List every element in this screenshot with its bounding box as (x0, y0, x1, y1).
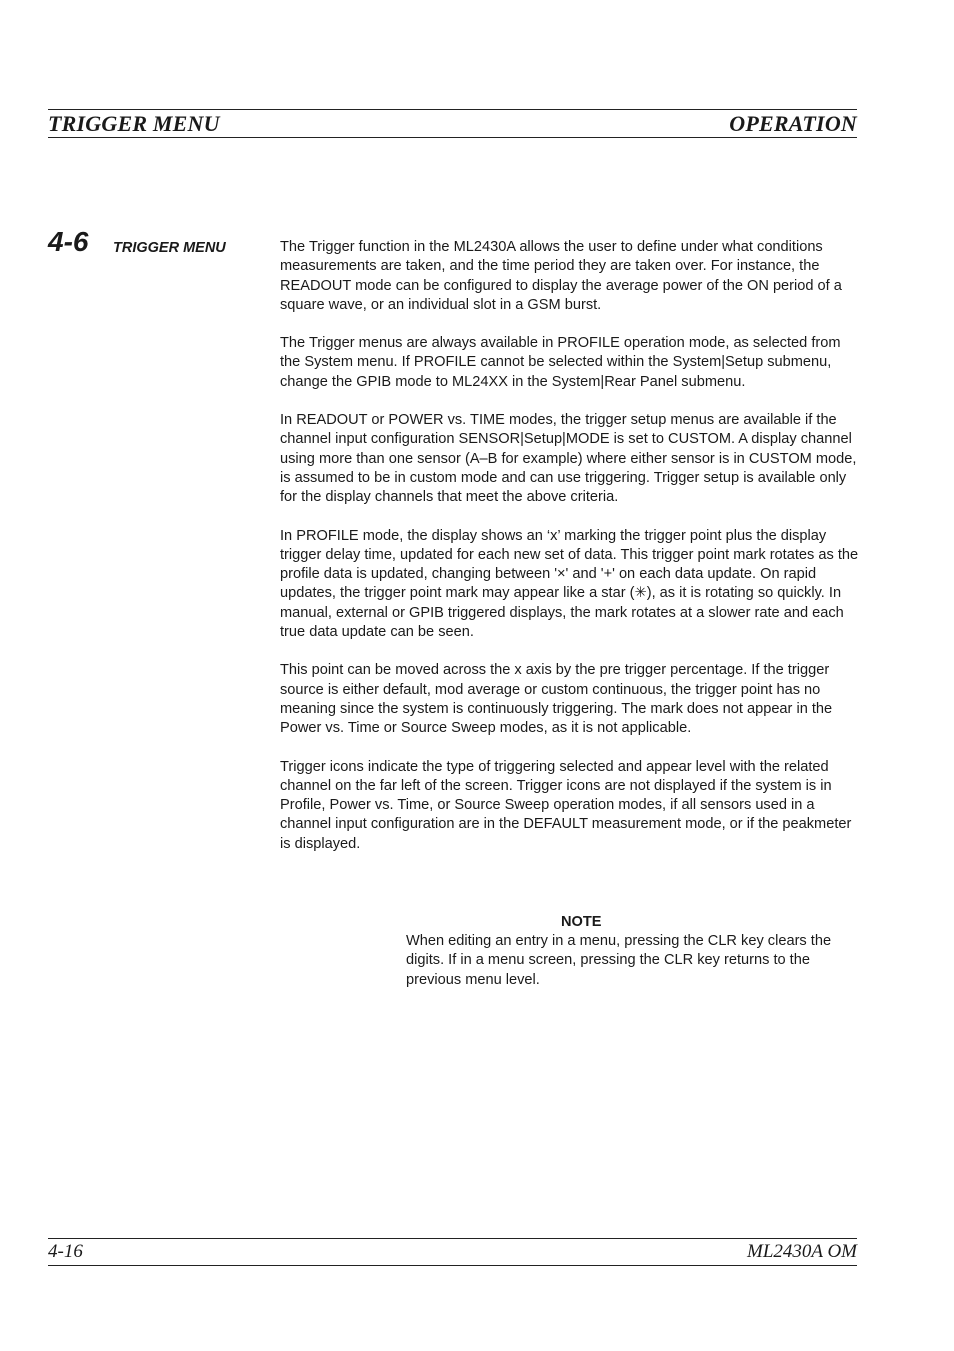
paragraph: The Trigger function in the ML2430A allows the user to define under what conditions measurements are taken, and the time period they are taken over. For instance, the READOUT mode can be configured to display the average power of the ON period of a square wave, or an individual slot in a GSM burst. (280, 239, 842, 313)
paragraph: The Trigger menus are always available in PROFILE operation mode, as selected from the System menu. If PROFILE cannot be selected within the System|Setup submenu, change the GPIB mode to ML24XX in the System|Rear Panel submenu. (280, 335, 841, 390)
paragraph: This point can be moved across the x axis by the pre trigger percentage. If the trigger source is either default, mod average or custom continuous, the trigger point has no meaning since the system is continuously triggering. The mark does not appear in the Power vs. Time or Source Sweep modes, as it is not applicable. (280, 662, 833, 737)
note-text: When editing an entry in a menu, pressing the CLR key clears the digits. If in a menu screen, pressing the CLR key returns to the previous menu level. (406, 933, 832, 988)
paragraph: Trigger icons indicate the type of triggering selected and appear level with the related channel on the far left of the screen. Trigger icons are not displayed if the system is in Profile, Power vs. Time, or Source Sweep operation modes, if all sensors used in a channel input configuration are in the DEFAULT measurement mode, or if the peakmeter is displayed. (280, 758, 852, 852)
page-number: 4-16 (48, 1241, 83, 1262)
page-footer (48, 1239, 857, 1265)
note-title: NOTE (561, 914, 602, 930)
body-text (280, 238, 860, 873)
header-chapter-title: TRIGGER MENU (48, 111, 220, 136)
header-bottom-rule (48, 137, 857, 138)
paragraph: In PROFILE mode, the display shows an ‘x’ marking the trigger point plus the display trigger delay time, updated for each new set of data. This trigger point mark rotates as the profile data is updated, changing between '×' and '+' on each data update. On rapid updates, the trigger point mark may appear like a star (✳), as it is rotating so quickly. In manual, external or GPIB triggered displays, the mark rotates at a slower rate and each true data update can be seen. (280, 527, 859, 641)
header-section-name: OPERATION (729, 111, 857, 136)
section-title: TRIGGER MENU (113, 240, 226, 256)
footer-bottom-rule (48, 1265, 857, 1266)
paragraph: In READOUT or POWER vs. TIME modes, the trigger setup menus are available if the channel input configuration SENSOR|Setup|MODE is set to CUSTOM. A display channel using more than one sensor (A–B for example) where either sensor is in CUSTOM mode, is assumed to be in custom mode and can use triggering. Trigger setup is available only for the display channels that meet the above criteria. (280, 412, 857, 506)
section-number: 4-6 (48, 226, 89, 257)
page-header (48, 108, 857, 138)
document-title: ML2430A OM (747, 1241, 857, 1262)
